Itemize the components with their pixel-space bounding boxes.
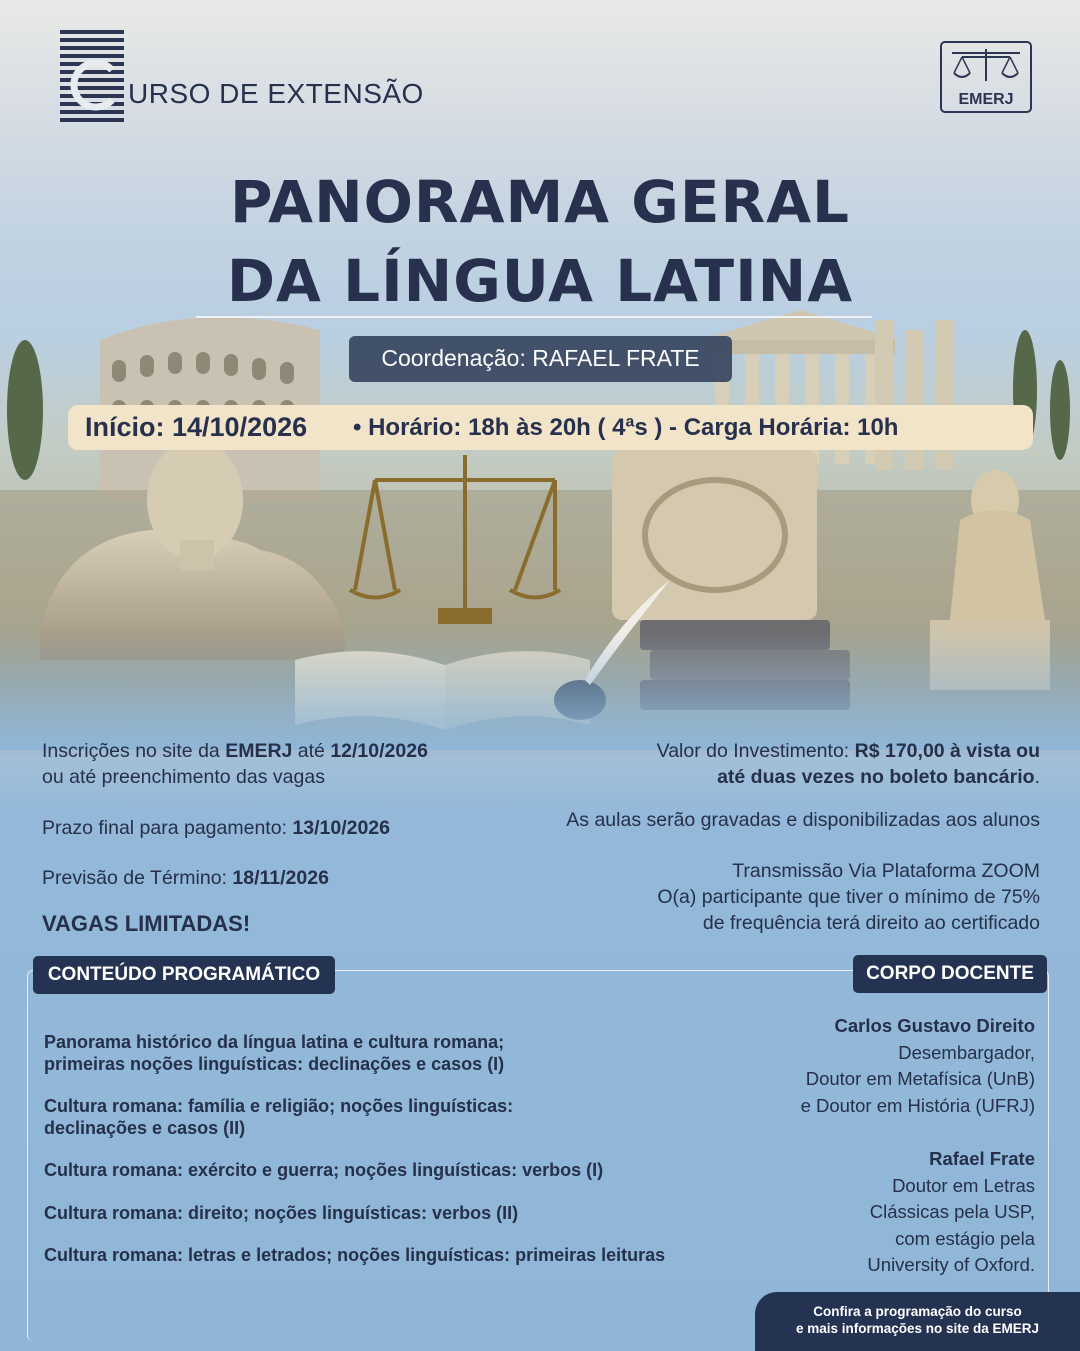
inscricoes-mid: até (292, 740, 331, 762)
programa-item-line: Cultura romana: letras e letrados; noções linguísticas: primeiras leituras (44, 1245, 666, 1265)
prazo-date: 13/10/2026 (292, 817, 391, 839)
title-line-1: PANORAMA GERAL (230, 168, 850, 236)
programa-item-line: Cultura romana: família e religião; noções linguísticas: (44, 1096, 514, 1116)
docentes-heading: CORPO DOCENTE (853, 955, 1047, 993)
programa-item-line: declinações e casos (II) (44, 1118, 246, 1138)
valor-end: . (1034, 766, 1040, 788)
title-divider (196, 316, 872, 318)
vagas-limitadas: VAGAS LIMITADAS! (42, 911, 251, 936)
footer-more-info (755, 1292, 1080, 1351)
frequencia-line1: O(a) participante que tiver o mínimo de 75% (657, 886, 1040, 908)
programa-item (44, 1095, 513, 1139)
emerj-logo (940, 41, 1032, 113)
inscricoes-info (42, 738, 428, 790)
programa-item (44, 1031, 504, 1075)
inscricoes-emerj: EMERJ (225, 740, 293, 762)
valor-line2: até duas vezes no boleto bancário (717, 766, 1035, 788)
termino-info (42, 865, 329, 891)
prazo-info (42, 815, 390, 841)
investment-info (657, 738, 1040, 790)
docente-line: Doutor em Metafísica (UnB) (805, 1068, 1035, 1089)
emerj-logo-label: EMERJ (958, 91, 1014, 108)
docente-line: e Doutor em História (UFRJ) (800, 1094, 1035, 1116)
inscricoes-prefix: Inscrições no site da (42, 740, 226, 762)
footer-line1: Confira a programação do curso (813, 1304, 1022, 1319)
coordination-badge: Coordenação: RAFAEL FRATE (349, 336, 732, 382)
title-line-2: DA LÍNGUA LATINA (226, 247, 854, 315)
valor-label: Valor do Investimento: (656, 740, 855, 762)
docente-line: Doutor em Letras (892, 1174, 1035, 1196)
schedule-details: • Horário: 18h às 20h ( 4ªs ) - Carga Horária: 10h (353, 414, 899, 441)
valor-value: R$ 170,00 à vista ou (854, 740, 1040, 762)
docente-line: Clássicas pela USP, (869, 1201, 1035, 1222)
curso-logo-icon (60, 30, 124, 122)
curso-de-extensao-label: URSO DE EXTENSÃO (128, 78, 424, 109)
transmissao-text: Transmissão Via Plataforma ZOOM (732, 860, 1040, 882)
aulas-gravadas: As aulas serão gravadas e disponibilizadas aos alunos (566, 809, 1040, 831)
docente-name: Rafael Frate (929, 1148, 1035, 1169)
transmission-info (657, 858, 1040, 936)
termino-label: Previsão de Término: (42, 867, 233, 889)
termino-date: 18/11/2026 (232, 867, 329, 889)
docente-entry (801, 1013, 1035, 1119)
start-date: Início: 14/10/2026 (85, 412, 308, 442)
schedule-band (68, 405, 1033, 450)
frequencia-line2: de frequência terá direito ao certificado (702, 912, 1040, 934)
inscricoes-date: 12/10/2026 (330, 740, 428, 762)
programa-heading: CONTEÚDO PROGRAMÁTICO (33, 956, 335, 994)
programa-item-line: Panorama histórico da língua latina e cultura romana; (44, 1032, 505, 1052)
stone-tablet (612, 450, 817, 620)
docente-line: com estágio pela (895, 1227, 1035, 1249)
programa-item-line: Cultura romana: exército e guerra; noções linguísticas: verbos (I) (44, 1160, 604, 1180)
docente-entry (867, 1146, 1035, 1279)
docente-line: Desembargador, (898, 1041, 1035, 1063)
programa-item (44, 1159, 603, 1181)
programa-item-line: primeiras noções linguísticas: declinações e casos (I) (44, 1054, 505, 1074)
programa-item (44, 1244, 665, 1266)
footer-line2: e mais informações no site da EMERJ (795, 1321, 1040, 1336)
prazo-label: Prazo final para pagamento: (42, 817, 293, 839)
docente-line: University of Oxford. (867, 1254, 1035, 1275)
docente-name: Carlos Gustavo Direito (834, 1015, 1035, 1036)
programa-item-line: Cultura romana: direito; noções linguísticas: verbos (II) (44, 1203, 519, 1223)
inscricoes-line2: ou até preenchimento das vagas (42, 766, 325, 788)
programa-item (44, 1202, 518, 1224)
